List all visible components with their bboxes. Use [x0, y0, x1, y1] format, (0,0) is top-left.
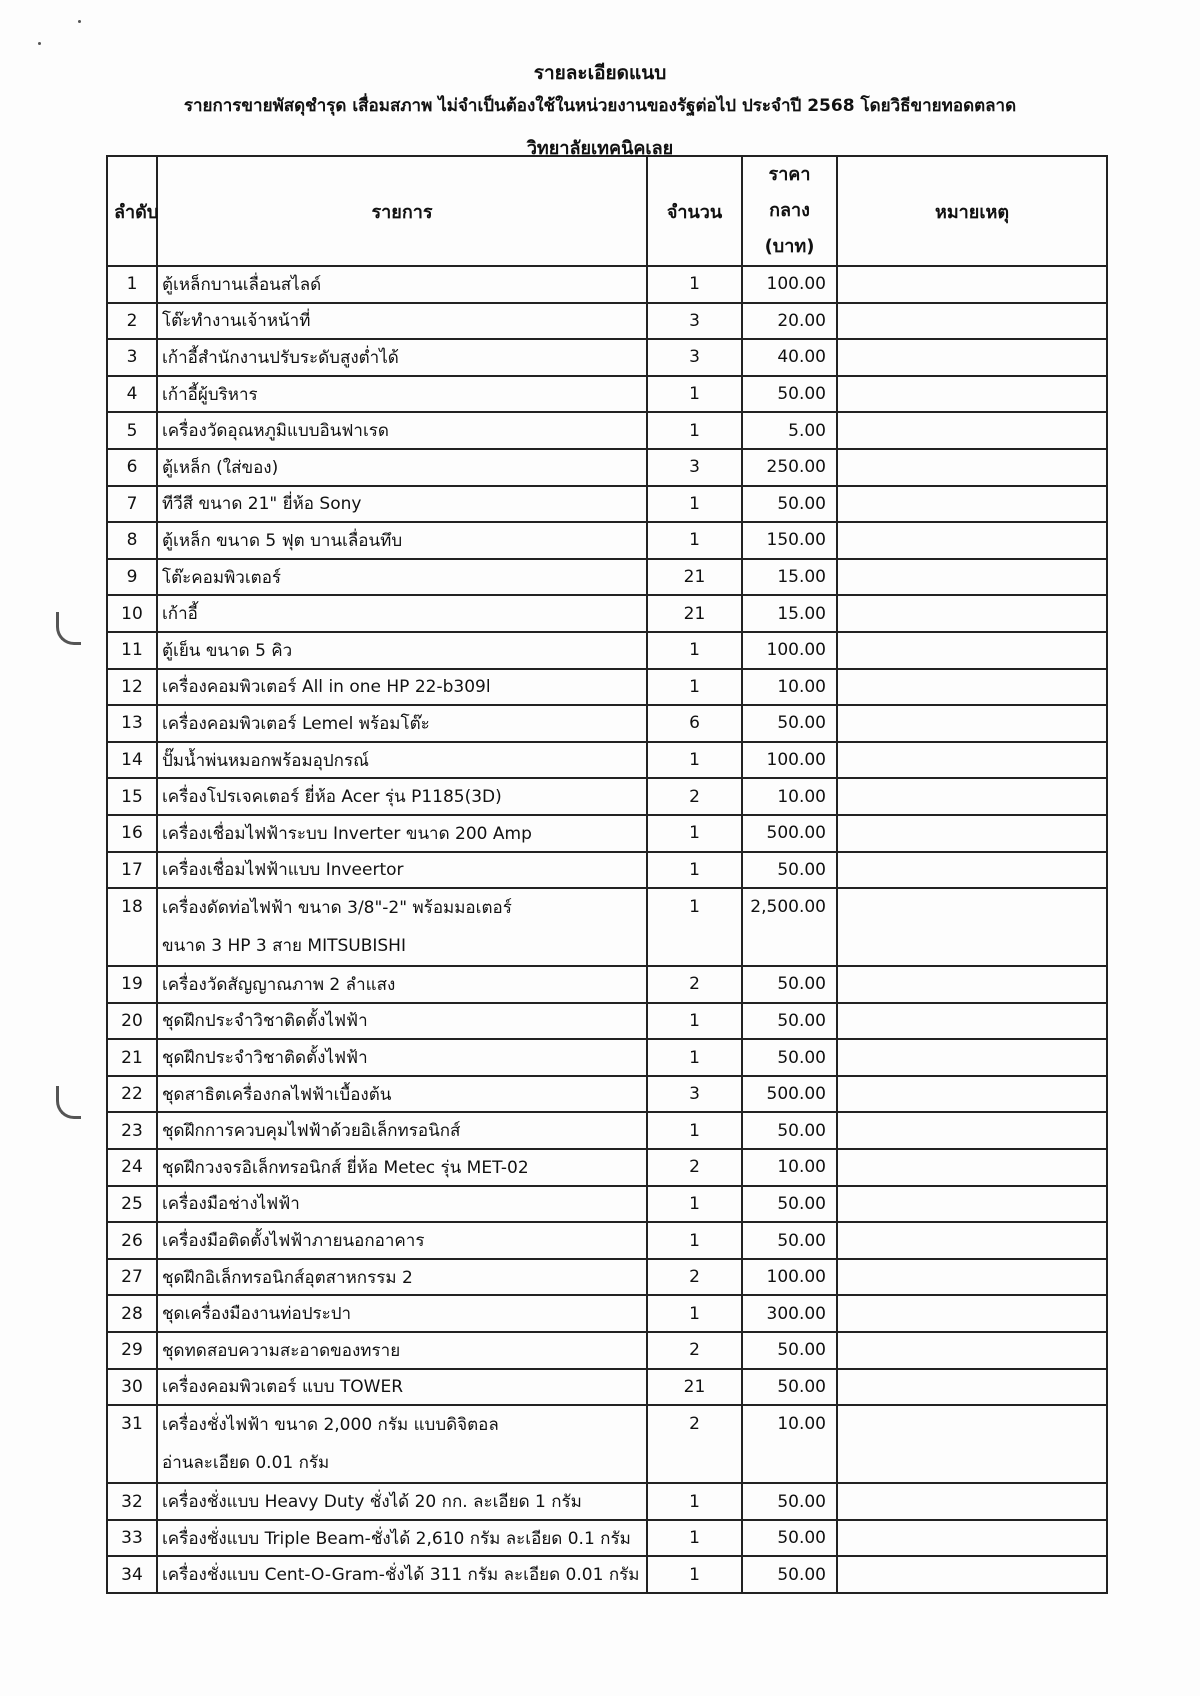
row-item-text: ปั๊มน้ำพ่นหมอกพร้อมอุปกรณ์ — [162, 750, 369, 771]
row-item-text: โต๊ะทำงานเจ้าหน้าที่ — [162, 311, 311, 332]
row-item-text: เครื่องคอมพิวเตอร์ แบบ TOWER — [162, 1377, 404, 1398]
table-row — [107, 632, 1107, 669]
row-quantity: 21 — [647, 1369, 742, 1406]
row-item — [157, 339, 647, 376]
row-number: 6 — [107, 449, 157, 486]
row-remark — [837, 1295, 1107, 1332]
row-item-text: ชุดเครื่องมืองานท่อประปา — [162, 1304, 352, 1325]
row-number: 29 — [107, 1332, 157, 1369]
table-row — [107, 1186, 1107, 1223]
table-row — [107, 815, 1107, 852]
table-row — [107, 1295, 1107, 1332]
row-item — [157, 1332, 647, 1369]
row-number: 32 — [107, 1483, 157, 1520]
row-item-text-line2: อ่านละเอียด 0.01 กรัม — [162, 1453, 330, 1474]
row-item — [157, 449, 647, 486]
row-item — [157, 1186, 647, 1223]
row-quantity: 1 — [647, 522, 742, 559]
table-row — [107, 303, 1107, 340]
row-item-text: ตู้เหล็ก ขนาด 5 ฟุต บานเลื่อนทึบ — [162, 530, 403, 551]
row-quantity: 1 — [647, 1295, 742, 1332]
row-item — [157, 1520, 647, 1557]
document-subtitle: รายการขายพัสดุชำรุด เสื่อมสภาพ ไม่จำเป็นต้องใช้ในหน่วยงานของรัฐต่อไป ประจำปี 2568 โดยวิธีขายทอดตลาด — [183, 96, 1017, 116]
row-item — [157, 852, 647, 889]
row-remark — [837, 303, 1107, 340]
row-item — [157, 595, 647, 632]
row-remark — [837, 1039, 1107, 1076]
row-price: 50.00 — [742, 486, 837, 523]
row-item — [157, 412, 647, 449]
row-price: 50.00 — [742, 1039, 837, 1076]
table-header-row — [107, 156, 1107, 266]
table-row — [107, 888, 1107, 966]
row-item — [157, 1112, 647, 1149]
row-remark — [837, 1556, 1107, 1593]
row-number: 21 — [107, 1039, 157, 1076]
row-item-text: เก้าอี้สำนักงานปรับระดับสูงต่ำได้ — [162, 347, 399, 368]
table-row — [107, 742, 1107, 779]
row-number: 19 — [107, 966, 157, 1003]
row-quantity: 3 — [647, 449, 742, 486]
row-price: 100.00 — [742, 1259, 837, 1296]
table-row — [107, 669, 1107, 706]
row-quantity: 1 — [647, 1039, 742, 1076]
row-item-text: ชุดฝึกประจำวิชาติดตั้งไฟฟ้า — [162, 1011, 368, 1032]
row-quantity: 2 — [647, 1149, 742, 1186]
table-row — [107, 412, 1107, 449]
row-price: 40.00 — [742, 339, 837, 376]
row-quantity: 3 — [647, 339, 742, 376]
table-row — [107, 486, 1107, 523]
row-remark — [837, 1405, 1107, 1483]
row-item — [157, 1295, 647, 1332]
row-item — [157, 742, 647, 779]
row-item — [157, 486, 647, 523]
row-quantity: 21 — [647, 559, 742, 596]
column-header-remark: หมายเหตุ — [837, 156, 1107, 266]
row-price: 15.00 — [742, 595, 837, 632]
items-table — [106, 155, 1108, 1594]
table-row — [107, 1259, 1107, 1296]
row-item-text: เครื่องมือช่างไฟฟ้า — [162, 1194, 300, 1215]
row-number: 8 — [107, 522, 157, 559]
row-remark — [837, 1520, 1107, 1557]
row-number: 16 — [107, 815, 157, 852]
row-quantity: 1 — [647, 486, 742, 523]
row-price: 20.00 — [742, 303, 837, 340]
row-price: 15.00 — [742, 559, 837, 596]
row-remark — [837, 1003, 1107, 1040]
table-row — [107, 778, 1107, 815]
table-body — [107, 266, 1107, 1593]
row-item — [157, 522, 647, 559]
punch-hole-mark — [56, 1086, 81, 1119]
row-remark — [837, 1149, 1107, 1186]
column-header-price-line1: ราคากลาง — [768, 164, 811, 221]
row-item — [157, 966, 647, 1003]
row-item — [157, 705, 647, 742]
row-remark — [837, 705, 1107, 742]
row-quantity: 1 — [647, 1003, 742, 1040]
row-item — [157, 266, 647, 303]
row-number: 7 — [107, 486, 157, 523]
row-price: 50.00 — [742, 1186, 837, 1223]
scan-speck — [38, 42, 41, 45]
row-number: 11 — [107, 632, 157, 669]
row-number: 28 — [107, 1295, 157, 1332]
document-title: รายละเอียดแนบ — [533, 62, 667, 84]
row-item — [157, 1369, 647, 1406]
row-quantity: 1 — [647, 266, 742, 303]
table-row — [107, 449, 1107, 486]
row-remark — [837, 376, 1107, 413]
row-price: 10.00 — [742, 1405, 837, 1483]
row-remark — [837, 266, 1107, 303]
row-item — [157, 1149, 647, 1186]
row-quantity: 1 — [647, 888, 742, 966]
row-quantity: 3 — [647, 303, 742, 340]
table-row — [107, 339, 1107, 376]
row-price: 50.00 — [742, 1332, 837, 1369]
row-price: 100.00 — [742, 742, 837, 779]
row-price: 50.00 — [742, 1520, 837, 1557]
row-remark — [837, 888, 1107, 966]
table-row — [107, 852, 1107, 889]
row-remark — [837, 1483, 1107, 1520]
row-quantity: 1 — [647, 1186, 742, 1223]
row-item-text: ตู้เหล็กบานเลื่อนสไลด์ — [162, 274, 322, 295]
row-item — [157, 1222, 647, 1259]
row-price: 250.00 — [742, 449, 837, 486]
row-number: 17 — [107, 852, 157, 889]
table-row — [107, 376, 1107, 413]
row-item — [157, 1405, 647, 1483]
row-item-text: ตู้เหล็ก (ใส่ของ) — [162, 457, 279, 478]
row-number: 13 — [107, 705, 157, 742]
row-item-text: ชุดฝึกวงจรอิเล็กทรอนิกส์ ยี่ห้อ Metec รุ่น MET-02 — [162, 1157, 529, 1178]
row-item — [157, 778, 647, 815]
row-quantity: 1 — [647, 632, 742, 669]
row-item — [157, 1556, 647, 1593]
row-item-text: ชุดฝึกอิเล็กทรอนิกส์อุตสาหกรรม 2 — [162, 1267, 413, 1288]
row-remark — [837, 1259, 1107, 1296]
row-remark — [837, 486, 1107, 523]
organization-name: วิทยาลัยเทคนิคเลย — [526, 138, 674, 159]
row-remark — [837, 595, 1107, 632]
row-quantity: 21 — [647, 595, 742, 632]
row-price: 150.00 — [742, 522, 837, 559]
row-price: 5.00 — [742, 412, 837, 449]
row-quantity: 2 — [647, 1332, 742, 1369]
row-price: 10.00 — [742, 778, 837, 815]
row-item-text: ชุดฝึกการควบคุมไฟฟ้าด้วยอิเล็กทรอนิกส์ — [162, 1121, 461, 1142]
row-item-text: เครื่องวัดสัญญาณภาพ 2 ลำแสง — [162, 974, 396, 995]
row-price: 50.00 — [742, 966, 837, 1003]
row-number: 27 — [107, 1259, 157, 1296]
row-quantity: 2 — [647, 1405, 742, 1483]
row-remark — [837, 742, 1107, 779]
row-item-text: เครื่องคอมพิวเตอร์ All in one HP 22-b309l — [162, 677, 491, 698]
row-price: 500.00 — [742, 815, 837, 852]
row-remark — [837, 632, 1107, 669]
row-remark — [837, 449, 1107, 486]
row-quantity: 1 — [647, 376, 742, 413]
row-number: 23 — [107, 1112, 157, 1149]
row-remark — [837, 1076, 1107, 1113]
row-quantity: 6 — [647, 705, 742, 742]
row-item-text: เครื่องเชื่อมไฟฟ้าแบบ Inveertor — [162, 860, 404, 881]
row-item — [157, 1483, 647, 1520]
punch-hole-mark — [56, 612, 81, 645]
row-item-text: เก้าอี้ผู้บริหาร — [162, 384, 258, 405]
table-row — [107, 595, 1107, 632]
row-price: 10.00 — [742, 1149, 837, 1186]
table-row — [107, 1149, 1107, 1186]
row-price: 2,500.00 — [742, 888, 837, 966]
row-price: 100.00 — [742, 266, 837, 303]
row-item-text: ตู้เย็น ขนาด 5 คิว — [162, 640, 293, 661]
row-item-text: เครื่องคอมพิวเตอร์ Lemel พร้อมโต๊ะ — [162, 713, 430, 734]
row-item — [157, 559, 647, 596]
table-row — [107, 1332, 1107, 1369]
row-price: 100.00 — [742, 632, 837, 669]
row-item-text: เครื่องเชื่อมไฟฟ้าระบบ Inverter ขนาด 200 Amp — [162, 823, 532, 844]
row-price: 50.00 — [742, 1222, 837, 1259]
row-price: 300.00 — [742, 1295, 837, 1332]
column-header-no: ลำดับ — [107, 156, 157, 266]
row-item — [157, 1039, 647, 1076]
row-remark — [837, 966, 1107, 1003]
row-remark — [837, 1112, 1107, 1149]
row-number: 24 — [107, 1149, 157, 1186]
row-number: 1 — [107, 266, 157, 303]
table-row — [107, 1483, 1107, 1520]
row-quantity: 1 — [647, 742, 742, 779]
row-number: 15 — [107, 778, 157, 815]
row-quantity: 1 — [647, 1520, 742, 1557]
row-item — [157, 815, 647, 852]
row-remark — [837, 339, 1107, 376]
row-item-text: เครื่องชั่งแบบ Cent-O-Gram-ชั่งได้ 311 กรัม ละเอียด 0.01 กรัม — [162, 1565, 640, 1586]
row-quantity: 1 — [647, 852, 742, 889]
row-number: 5 — [107, 412, 157, 449]
row-item — [157, 888, 647, 966]
row-quantity: 1 — [647, 669, 742, 706]
row-remark — [837, 412, 1107, 449]
table-row — [107, 1556, 1107, 1593]
row-number: 33 — [107, 1520, 157, 1557]
row-price: 50.00 — [742, 376, 837, 413]
row-quantity: 2 — [647, 966, 742, 1003]
row-quantity: 1 — [647, 412, 742, 449]
row-price: 50.00 — [742, 1112, 837, 1149]
row-number: 2 — [107, 303, 157, 340]
row-item — [157, 303, 647, 340]
scan-speck — [78, 20, 81, 23]
row-price: 50.00 — [742, 1483, 837, 1520]
row-quantity: 2 — [647, 778, 742, 815]
row-price: 50.00 — [742, 1003, 837, 1040]
row-item — [157, 632, 647, 669]
row-item — [157, 1076, 647, 1113]
row-item-text: เครื่องมือติดตั้งไฟฟ้าภายนอกอาคาร — [162, 1231, 425, 1252]
row-price: 50.00 — [742, 705, 837, 742]
row-quantity: 2 — [647, 1259, 742, 1296]
row-item — [157, 669, 647, 706]
row-item-text: เก้าอี้ — [162, 604, 198, 625]
row-number: 18 — [107, 888, 157, 966]
row-item-text: ทีวีสี ขนาด 21" ยี่ห้อ Sony — [162, 494, 362, 515]
row-item — [157, 1259, 647, 1296]
row-remark — [837, 852, 1107, 889]
row-price: 50.00 — [742, 852, 837, 889]
table-row — [107, 522, 1107, 559]
row-number: 25 — [107, 1186, 157, 1223]
column-header-qty: จำนวน — [647, 156, 742, 266]
table-row — [107, 1520, 1107, 1557]
row-item-text: เครื่องวัดอุณหภูมิแบบอินฟาเรด — [162, 421, 389, 442]
table-row — [107, 1405, 1107, 1483]
row-number: 10 — [107, 595, 157, 632]
row-item-text: เครื่องโปรเจคเตอร์ ยี่ห้อ Acer รุ่น P1185(3D) — [162, 787, 502, 808]
table-row — [107, 1003, 1107, 1040]
row-remark — [837, 522, 1107, 559]
row-remark — [837, 1369, 1107, 1406]
row-number: 26 — [107, 1222, 157, 1259]
row-quantity: 1 — [647, 1112, 742, 1149]
row-item-text: เครื่องชั่งไฟฟ้า ขนาด 2,000 กรัม แบบดิจิตอล — [162, 1415, 499, 1436]
column-header-price-line2: (บาท) — [764, 236, 815, 257]
row-item-text-line2: ขนาด 3 HP 3 สาย MITSUBISHI — [162, 936, 406, 957]
row-quantity: 3 — [647, 1076, 742, 1113]
row-quantity: 1 — [647, 1222, 742, 1259]
row-number: 9 — [107, 559, 157, 596]
row-remark — [837, 1222, 1107, 1259]
row-remark — [837, 778, 1107, 815]
row-item-text: ชุดฝึกประจำวิชาติดตั้งไฟฟ้า — [162, 1048, 368, 1069]
row-item-text: โต๊ะคอมพิวเตอร์ — [162, 567, 282, 588]
row-remark — [837, 1186, 1107, 1223]
row-quantity: 1 — [647, 1556, 742, 1593]
table-row — [107, 966, 1107, 1003]
row-number: 30 — [107, 1369, 157, 1406]
row-price: 10.00 — [742, 669, 837, 706]
row-number: 34 — [107, 1556, 157, 1593]
table-row — [107, 1222, 1107, 1259]
row-item-text: เครื่องดัดท่อไฟฟ้า ขนาด 3/8"-2" พร้อมมอเตอร์ — [162, 898, 512, 919]
row-remark — [837, 1332, 1107, 1369]
row-remark — [837, 559, 1107, 596]
row-item-text: เครื่องชั่งแบบ Triple Beam-ชั่งได้ 2,610 กรัม ละเอียด 0.1 กรัม — [162, 1528, 631, 1549]
table-row — [107, 1076, 1107, 1113]
row-item-text: เครื่องชั่งแบบ Heavy Duty ชั่งได้ 20 กก. ละเอียด 1 กรัม — [162, 1492, 582, 1513]
row-price: 50.00 — [742, 1556, 837, 1593]
row-number: 12 — [107, 669, 157, 706]
row-quantity: 1 — [647, 815, 742, 852]
table-row — [107, 1112, 1107, 1149]
row-number: 31 — [107, 1405, 157, 1483]
table-row — [107, 1369, 1107, 1406]
row-remark — [837, 669, 1107, 706]
row-number: 4 — [107, 376, 157, 413]
row-price: 500.00 — [742, 1076, 837, 1113]
row-item — [157, 376, 647, 413]
row-remark — [837, 815, 1107, 852]
row-item-text: ชุดทดสอบความสะอาดของทราย — [162, 1340, 401, 1361]
table-row — [107, 705, 1107, 742]
row-item — [157, 1003, 647, 1040]
row-item-text: ชุดสาธิตเครื่องกลไฟฟ้าเบื้องต้น — [162, 1084, 392, 1105]
table-row — [107, 266, 1107, 303]
row-number: 20 — [107, 1003, 157, 1040]
row-number: 3 — [107, 339, 157, 376]
table-row — [107, 559, 1107, 596]
row-price: 50.00 — [742, 1369, 837, 1406]
column-header-item: รายการ — [157, 156, 647, 266]
row-quantity: 1 — [647, 1483, 742, 1520]
row-number: 22 — [107, 1076, 157, 1113]
table-row — [107, 1039, 1107, 1076]
row-number: 14 — [107, 742, 157, 779]
column-header-price — [742, 156, 837, 266]
